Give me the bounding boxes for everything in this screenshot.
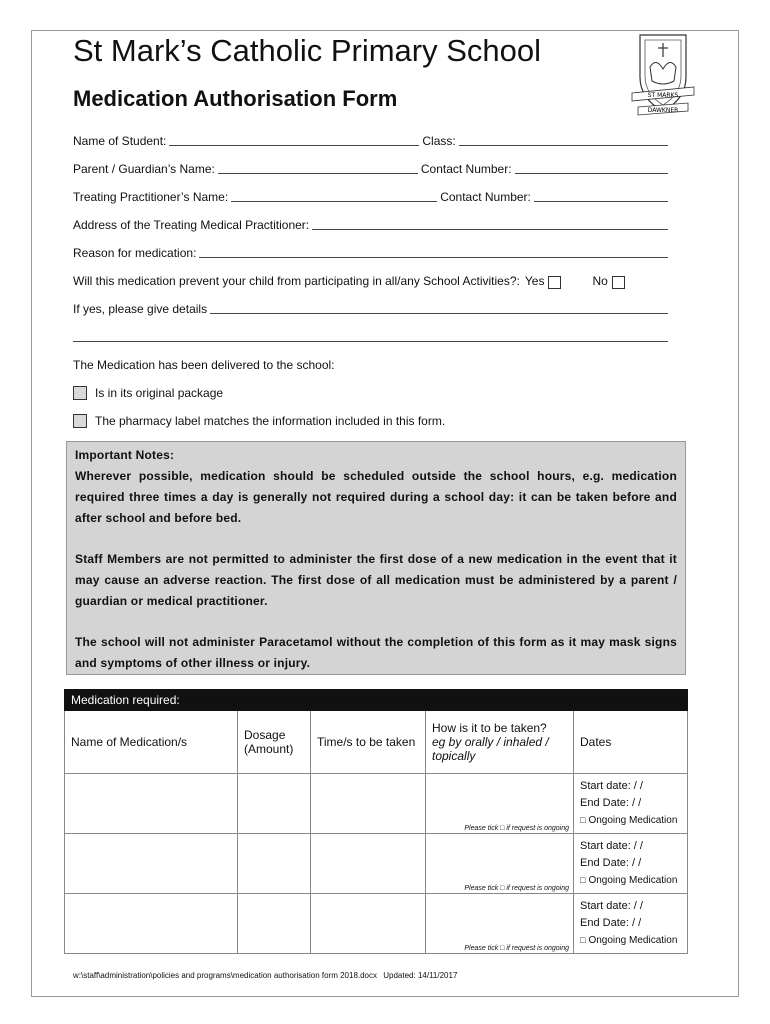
- student-name-label: Name of Student:: [73, 134, 167, 148]
- parent-name-input[interactable]: [218, 162, 418, 174]
- yes-checkbox[interactable]: [548, 276, 561, 289]
- how-cell[interactable]: [426, 894, 574, 954]
- col-dosage: Dosage (Amount): [238, 711, 311, 774]
- col-how-title: How is it to be taken?: [432, 721, 547, 735]
- times-cell[interactable]: [311, 894, 426, 954]
- how-cell[interactable]: [426, 774, 574, 834]
- class-label: Class:: [422, 134, 456, 148]
- pharmacy-label-checkbox[interactable]: [73, 414, 87, 428]
- reason-label: Reason for medication:: [73, 246, 197, 260]
- start-date: Start date: / /: [580, 900, 643, 912]
- notes-title: Important Notes:: [75, 448, 175, 462]
- prevent-row: [73, 273, 671, 289]
- table-row: [65, 894, 688, 954]
- ongoing-checkbox-icon[interactable]: □: [580, 935, 586, 945]
- medication-table-title: Medication required:: [65, 690, 688, 711]
- school-name: St Mark’s Catholic Primary School: [73, 33, 542, 68]
- prevent-question: Will this medication prevent your child from participating in all/any School Activities?:: [73, 274, 520, 288]
- practitioner-name-label: Treating Practitioner’s Name:: [73, 190, 229, 204]
- original-package-label: Is in its original package: [95, 386, 224, 400]
- practitioner-contact-label: Contact Number:: [440, 190, 531, 204]
- parent-row: [73, 161, 671, 177]
- times-cell[interactable]: [311, 774, 426, 834]
- footer: [73, 971, 457, 980]
- parent-name-label: Parent / Guardian’s Name:: [73, 162, 215, 176]
- delivery-option-2: [73, 413, 671, 429]
- practitioner-row: [73, 189, 671, 205]
- ongoing-label: Ongoing Medication: [588, 875, 678, 886]
- details-input[interactable]: [210, 302, 668, 314]
- medication-table: [64, 689, 688, 954]
- address-row: [73, 217, 671, 233]
- tick-note: Please tick □ if request is ongoing: [464, 885, 569, 892]
- dates-cell[interactable]: [574, 834, 688, 894]
- notes-paragraph-3: The school will not administer Paracetamol without the completion of this form as it may mask signs and symptoms of other illness or injury.: [75, 635, 677, 670]
- col-medication-name: Name of Medication/s: [65, 711, 238, 774]
- original-package-checkbox[interactable]: [73, 386, 87, 400]
- col-how-example: eg by orally / inhaled / topically: [432, 735, 549, 763]
- pharmacy-label-text: The pharmacy label matches the information included in this form.: [95, 414, 446, 428]
- dosage-cell[interactable]: [238, 894, 311, 954]
- reason-row: [73, 245, 671, 261]
- end-date: End Date: / /: [580, 797, 642, 809]
- address-label: Address of the Treating Medical Practitioner:: [73, 218, 310, 232]
- tick-note: Please tick □ if request is ongoing: [464, 825, 569, 832]
- ongoing-label: Ongoing Medication: [588, 935, 678, 946]
- col-how: [426, 711, 574, 774]
- delivery-option-1: [73, 385, 671, 401]
- footer-path: w:\staff\administration\policies and programs\medication authorisation form 2018.docx: [73, 971, 378, 980]
- table-row: [65, 774, 688, 834]
- crest-text-bottom: DAWKNER: [647, 107, 679, 114]
- dates-cell[interactable]: [574, 894, 688, 954]
- details-input-2[interactable]: [73, 330, 668, 342]
- start-date: Start date: / /: [580, 780, 643, 792]
- reason-input[interactable]: [199, 246, 668, 258]
- col-times: Time/s to be taken: [311, 711, 426, 774]
- tick-note: Please tick □ if request is ongoing: [464, 945, 569, 952]
- ongoing-checkbox-icon[interactable]: □: [580, 815, 586, 825]
- table-row: [65, 834, 688, 894]
- end-date: End Date: / /: [580, 917, 642, 929]
- practitioner-contact-input[interactable]: [534, 190, 668, 202]
- class-input[interactable]: [459, 134, 668, 146]
- ongoing-label: Ongoing Medication: [588, 815, 678, 826]
- delivery-heading: The Medication has been delivered to the school:: [73, 358, 335, 372]
- no-label: No: [592, 274, 608, 288]
- col-dates: Dates: [574, 711, 688, 774]
- medication-table-header: [65, 711, 688, 774]
- school-crest-logo: [630, 25, 696, 117]
- times-cell[interactable]: [311, 834, 426, 894]
- student-name-input[interactable]: [169, 134, 419, 146]
- dosage-cell[interactable]: [238, 774, 311, 834]
- form-title: Medication Authorisation Form: [73, 86, 398, 111]
- dosage-cell[interactable]: [238, 834, 311, 894]
- no-checkbox[interactable]: [612, 276, 625, 289]
- crest-text-top: ST MARKS: [647, 92, 679, 99]
- notes-paragraph-1: Wherever possible, medication should be scheduled outside the school hours, e.g. medication required three times a day is generally not required during a school day: it can be taken before and after school and before bed.: [75, 469, 677, 525]
- dates-cell[interactable]: [574, 774, 688, 834]
- ongoing-checkbox-icon[interactable]: □: [580, 875, 586, 885]
- details-row-2: [73, 329, 671, 345]
- end-date: End Date: / /: [580, 857, 642, 869]
- important-notes-box: [66, 441, 686, 675]
- details-row: [73, 301, 671, 317]
- footer-updated: Updated: 14/11/2017: [383, 971, 458, 980]
- medication-name-cell[interactable]: [65, 774, 238, 834]
- details-label: If yes, please give details: [73, 302, 208, 316]
- medication-name-cell[interactable]: [65, 834, 238, 894]
- start-date: Start date: / /: [580, 840, 643, 852]
- yes-label: Yes: [524, 274, 545, 288]
- notes-paragraph-2: Staff Members are not permitted to administer the first dose of a new medication in the event that it may cause an adverse reaction. The first dose of all medication must be administered by a parent / guardian or medical practitioner.: [75, 552, 677, 608]
- contact-number-label: Contact Number:: [420, 162, 512, 176]
- how-cell[interactable]: [426, 834, 574, 894]
- medication-name-cell[interactable]: [65, 894, 238, 954]
- student-row: [73, 133, 671, 149]
- practitioner-name-input[interactable]: [231, 190, 437, 202]
- address-input[interactable]: [312, 218, 668, 230]
- contact-number-input[interactable]: [515, 162, 668, 174]
